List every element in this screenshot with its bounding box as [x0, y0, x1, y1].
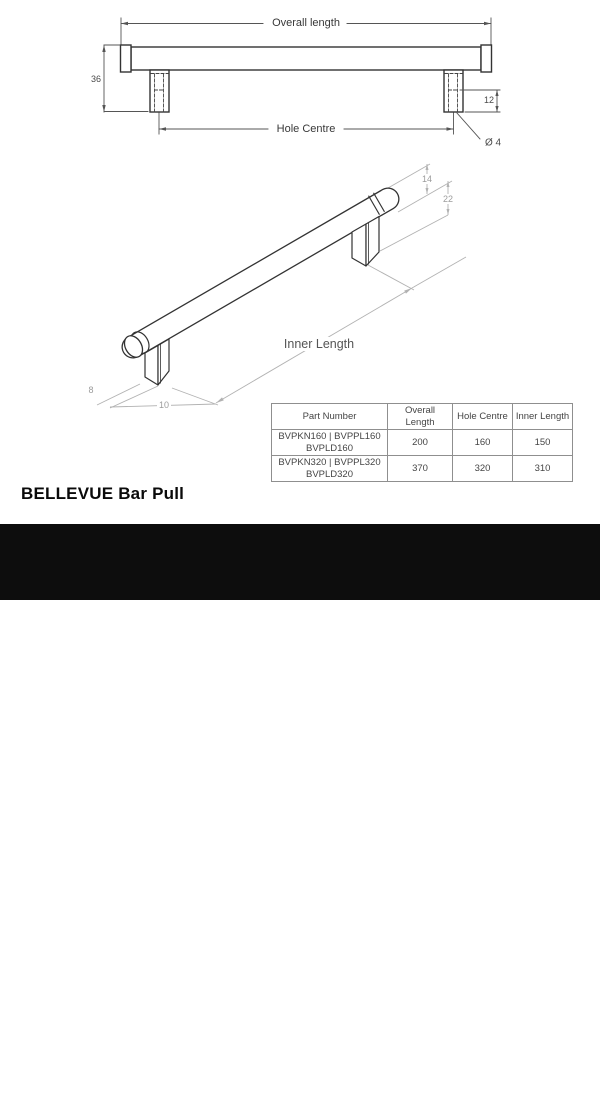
header-inner-length: Inner Length	[513, 404, 573, 430]
cell-inner-length: 310	[513, 456, 573, 482]
header-hole-centre: Hole Centre	[453, 404, 513, 430]
bar-endcap-right	[481, 45, 492, 72]
cell-overall-length: 200	[388, 430, 453, 456]
svg-text:MOMO: MOMO	[491, 1070, 578, 1100]
post-right	[444, 70, 463, 112]
post-left	[150, 70, 169, 112]
dim-8: 8	[88, 385, 94, 395]
dim-36: 36	[90, 74, 102, 84]
buildmat-icon	[20, 1074, 44, 1100]
cell-hole-centre: 320	[453, 456, 513, 482]
cell-hole-centre: 160	[453, 430, 513, 456]
cell-overall-length: 370	[388, 456, 453, 482]
cell-part-number: BVPKN320 | BVPPL320 BVPLD320	[272, 456, 388, 482]
footer-bar	[0, 524, 600, 1110]
bar-endcap-left	[121, 45, 132, 72]
dim-12: 12	[483, 95, 495, 105]
table-row	[272, 430, 573, 456]
dim-10: 10	[158, 400, 170, 410]
dim-22: 22	[442, 194, 454, 204]
spec-table	[271, 403, 573, 482]
dim-hole-diameter: Ø 4	[484, 137, 502, 149]
inner-length-label: Inner Length	[279, 337, 359, 351]
dim-14: 14	[421, 174, 433, 184]
buildmat-wordmark: BUILDMAT	[53, 1079, 184, 1095]
table-header-row	[272, 404, 573, 430]
hole-centre-label: Hole Centre	[271, 123, 342, 135]
momo-logo	[487, 1069, 582, 1110]
header-part-number: Part Number	[272, 404, 388, 430]
page-title: BELLEVUE Bar Pull	[21, 484, 185, 503]
header-overall-length: Overall Length	[388, 404, 453, 430]
table-row	[272, 456, 573, 482]
cell-inner-length: 150	[513, 430, 573, 456]
bar-body	[131, 47, 481, 70]
momo-wordmark	[487, 1069, 582, 1100]
momo-handles-label: HANDLES	[503, 1100, 566, 1110]
iso-view	[97, 164, 466, 408]
buildmat-logo	[20, 1074, 184, 1100]
overall-length-label: Overall length	[266, 17, 346, 29]
front-view	[102, 18, 500, 139]
cell-part-number: BVPKN160 | BVPPL160 BVPLD160	[272, 430, 388, 456]
